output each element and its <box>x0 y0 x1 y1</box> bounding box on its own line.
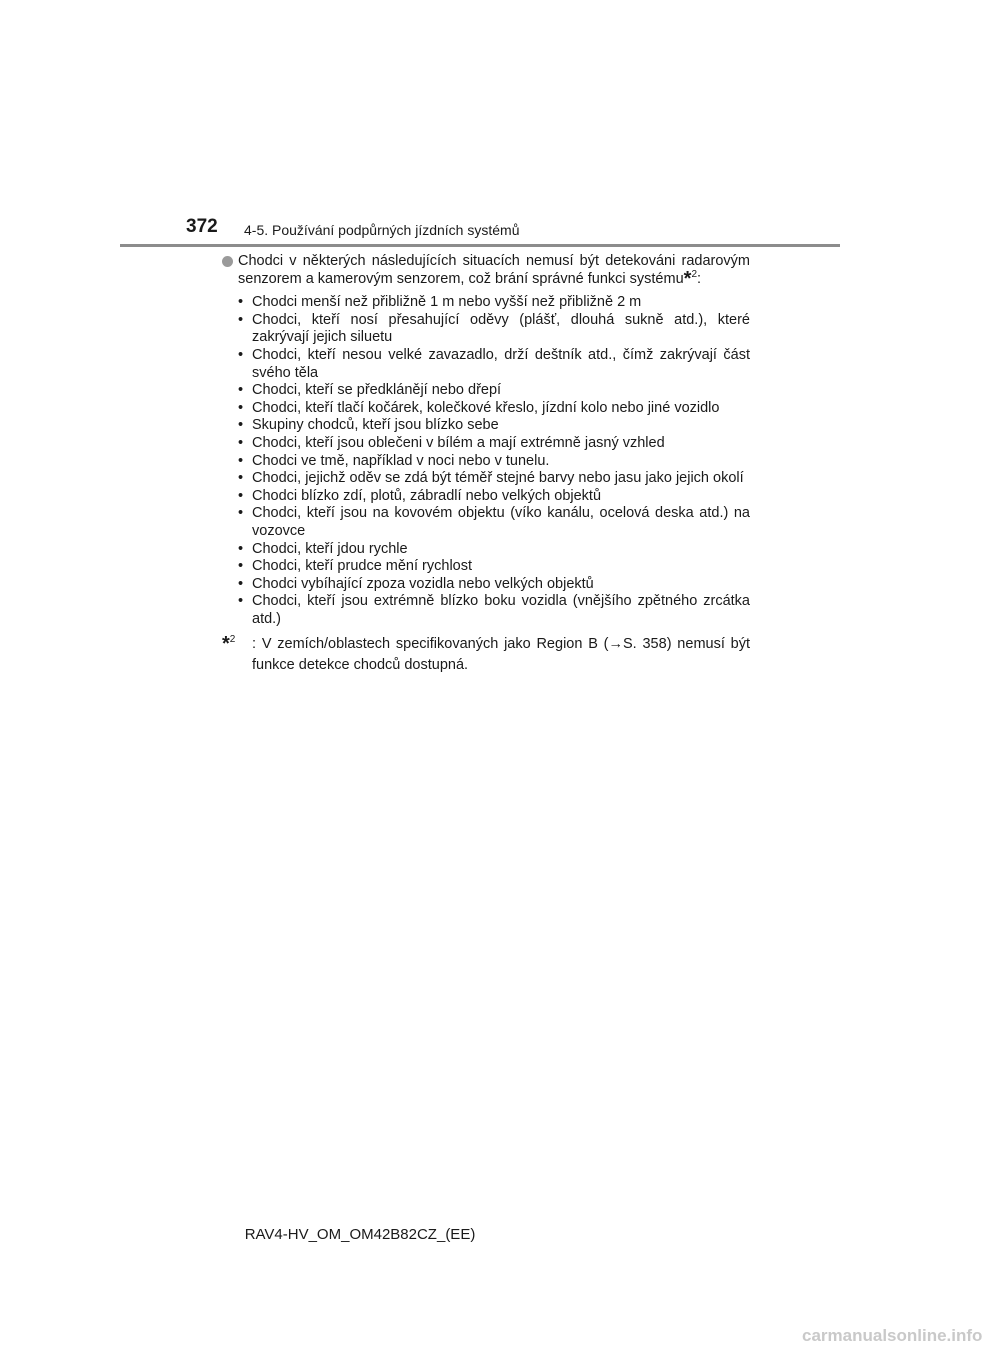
section-title: 4-5. Používání podpůrných jízdních systémů <box>244 222 520 238</box>
list-item: • Chodci ve tmě, například v noci nebo v tunelu. <box>238 453 750 471</box>
situation-list <box>222 294 750 628</box>
footnote-marker <box>222 634 235 655</box>
footnote-star: * <box>222 633 230 656</box>
list-item: • Chodci, kteří jsou na kovovém objektu (víko kanálu, ocelová deska atd.) na vozovce <box>238 505 750 540</box>
intro-paragraph <box>222 253 750 288</box>
main-content <box>222 253 750 676</box>
footnote-ref-number: 2 <box>691 268 698 280</box>
document-code: RAV4-HV_OM_OM42B82CZ_(EE) <box>244 1226 476 1243</box>
footnote-text: : V zemích/oblastech specifikovaných jako Region B (→S. 358) nemusí být funkce detekce chodců dostupná. <box>252 636 750 674</box>
list-item: • Chodci menší než přibližně 1 m nebo vyšší než přibližně 2 m <box>238 294 750 312</box>
header-rule <box>120 244 840 247</box>
footnote <box>222 634 750 676</box>
list-item: • Chodci, kteří nosí přesahující oděvy (plášť, dlouhá sukně atd.), které zakrývají jejich siluetu <box>238 312 750 347</box>
list-item: • Chodci vybíhající zpoza vozidla nebo velkých objektů <box>238 576 750 594</box>
watermark: carmanualsonline.info <box>802 1326 982 1345</box>
footnote-ref-mark: * <box>683 267 692 290</box>
list-item: • Chodci, kteří prudce mění rychlost <box>238 558 750 576</box>
page-number: 372 <box>186 216 218 237</box>
list-item: • Chodci, kteří se předklánějí nebo dřepí <box>238 382 750 400</box>
circle-bullet-icon <box>222 256 233 267</box>
intro-tail: : <box>697 270 702 287</box>
list-item: • Chodci, kteří tlačí kočárek, kolečkové křeslo, jízdní kolo nebo jiné vozidlo <box>238 400 750 418</box>
footnote-number: 2 <box>229 634 236 646</box>
list-item: • Chodci, kteří jdou rychle <box>238 541 750 559</box>
list-item: • Chodci, kteří jsou oblečeni v bílém a mají extrémně jasný vzhled <box>238 435 750 453</box>
list-item: • Chodci blízko zdí, plotů, zábradlí nebo velkých objektů <box>238 488 750 506</box>
list-item: • Chodci, kteří nesou velké zavazadlo, drží deštník atd., čímž zakrývají část svého těla <box>238 347 750 382</box>
list-item: • Chodci, jejichž oděv se zdá být téměř stejné barvy nebo jasu jako jejich okolí <box>238 470 750 488</box>
list-item: • Skupiny chodců, kteří jsou blízko sebe <box>238 417 750 435</box>
intro-text: Chodci v některých následujících situacích nemusí být detekováni radarovým senzorem a kamerovým senzorem, což brání správné funkci systému <box>238 253 750 287</box>
list-item: • Chodci, kteří jsou extrémně blízko boku vozidla (vnějšího zpětného zrcátka atd.) <box>238 593 750 628</box>
